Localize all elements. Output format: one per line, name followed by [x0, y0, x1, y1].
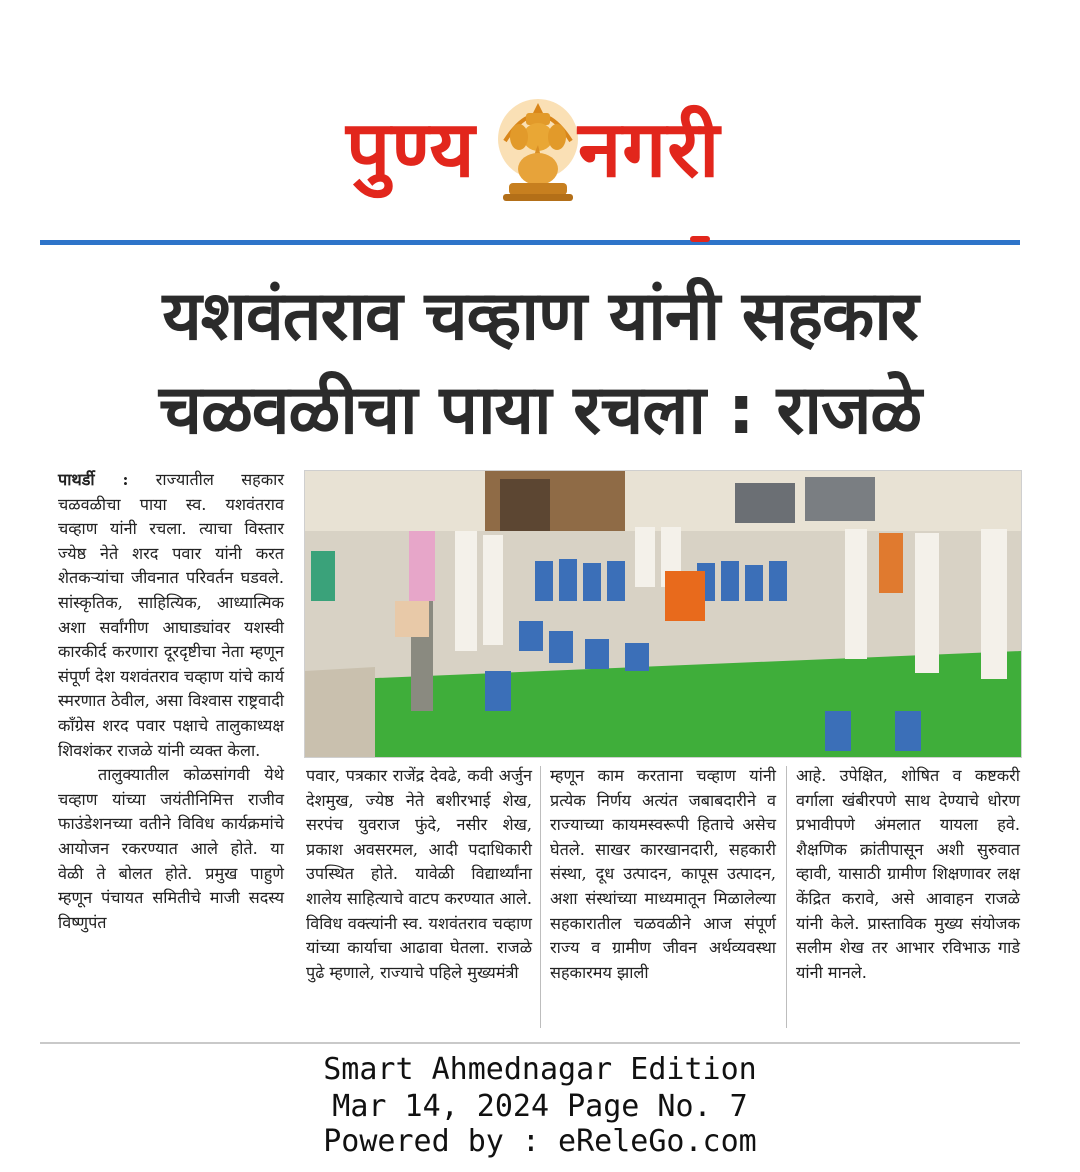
group-photo-image [305, 471, 1021, 757]
ganesha-icon [497, 97, 579, 203]
column-divider [540, 766, 541, 1028]
event-photo [304, 470, 1022, 758]
headline-line-1: यशवंतराव चव्हाण यांनी सहकार [162, 277, 918, 356]
article-column-4: आहे. उपेक्षित, शोषित व कष्टकरी वर्गाला खंबीरपणे साथ देण्याचे धोरण प्रभावीपणे अंमलात यायला हवे. शैक्षणिक क्रांतीपासून अशी सुरुवात व्हावी, यासाठी ग्रामीण शिक्षणावर लक्ष केंद्रित करावे, असे आवाहन राजळे यांनी केले. प्रास्ताविक मुख्य संयोजक सलीम शेख तर आभार रविभाऊ गाडे यांनी मानले. [796, 766, 1020, 982]
article-text-1: राज्यातील सहकार चळवळीचा पाया स्व. यशवंतराव चव्हाण यांनी रचला. त्याचा विस्तार ज्येष्ठ नेते शरद पवार यांनी करत शेतकऱ्यांचा जीवनात परिवर्तन घडवले. सांस्कृतिक, साहित्यिक, आध्यात्मिक अशा सर्वांगीण आघाड्यांवर यशस्वी कारकीर्द करणारा दूरदृष्टीचा नेता म्हणून संपूर्ण देश यशवंतराव चव्हाण यांचे कार्य स्मरणात ठेवील, असा विश्वास राष्ट्रवादी काँग्रेस शरद पवार पक्षाचे तालुकाध्यक्ष शिवशंकर राजळे यांनी व्यक्त केला. [58, 470, 284, 760]
headline-line-2: चळवळीचा पाया रचला : राजळे [158, 371, 922, 450]
date-page-label: Mar 14, 2024 Page No. 7 [332, 1089, 748, 1124]
dateline: पाथर्डी : [58, 470, 129, 489]
powered-by-label: Powered by : eReleGo.com [323, 1124, 757, 1159]
header-accent [690, 236, 710, 242]
column-divider [786, 766, 787, 1028]
article-paragraph-2: तालुक्यातील कोळसांगवी येथे चव्हाण यांच्या जयंतीनिमित्त राजीव फाउंडेशनच्या वतीने विविध कार्यक्रमांचे आयोजन रकरण्यात आले होते. या वेळी ते बोलत होते. प्रमुख पाहुणे म्हणून पंचायत समितीचे माजी सदस्य विष्णुपंत [58, 765, 284, 932]
masthead [0, 95, 1080, 210]
masthead-title-right: नगरी [578, 105, 721, 195]
header-rule [40, 240, 1020, 245]
masthead-title-left: पुण्य [346, 105, 476, 195]
edition-label: Smart Ahmednagar Edition [323, 1052, 757, 1087]
article-column-3: म्हणून काम करताना चव्हाण यांनी प्रत्येक निर्णय अत्यंत जबाबदारीने व राज्याच्या कायमस्वरूपी हिताचे असेच घेतले. साखर कारखानदारी, सहकारी संस्था, दूध उत्पादन, कापूस उत्पादन, अशा संस्थांच्या माध्यमातून मिळालेल्या सहकारातील चळवळीने आज संपूर्ण राज्य व ग्रामीण जीवन अर्थव्यवस्था सहकारमय झाली [550, 766, 776, 982]
article-paragraph-1 [58, 468, 284, 763]
footer-rule [40, 1042, 1020, 1044]
article-column-1 [58, 468, 284, 935]
article-column-2: पवार, पत्रकार राजेंद्र देवढे, कवी अर्जुन देशमुख, ज्येष्ठ नेते बशीरभाई शेख, सरपंच युवराज फुंदे, नसीर शेख, प्रकाश अवसरमल, आदी पदाधिकारी उपस्थित होते. यावेळी विद्यार्थ्यांना शालेय साहित्याचे वाटप करण्यात आले. विविध वक्त्यांनी स्व. यशवंतराव चव्हाण यांच्या कार्याचा आढावा घेतला. राजळे पुढे म्हणाले, राज्याचे पहिले मुख्यमंत्री [306, 766, 532, 982]
